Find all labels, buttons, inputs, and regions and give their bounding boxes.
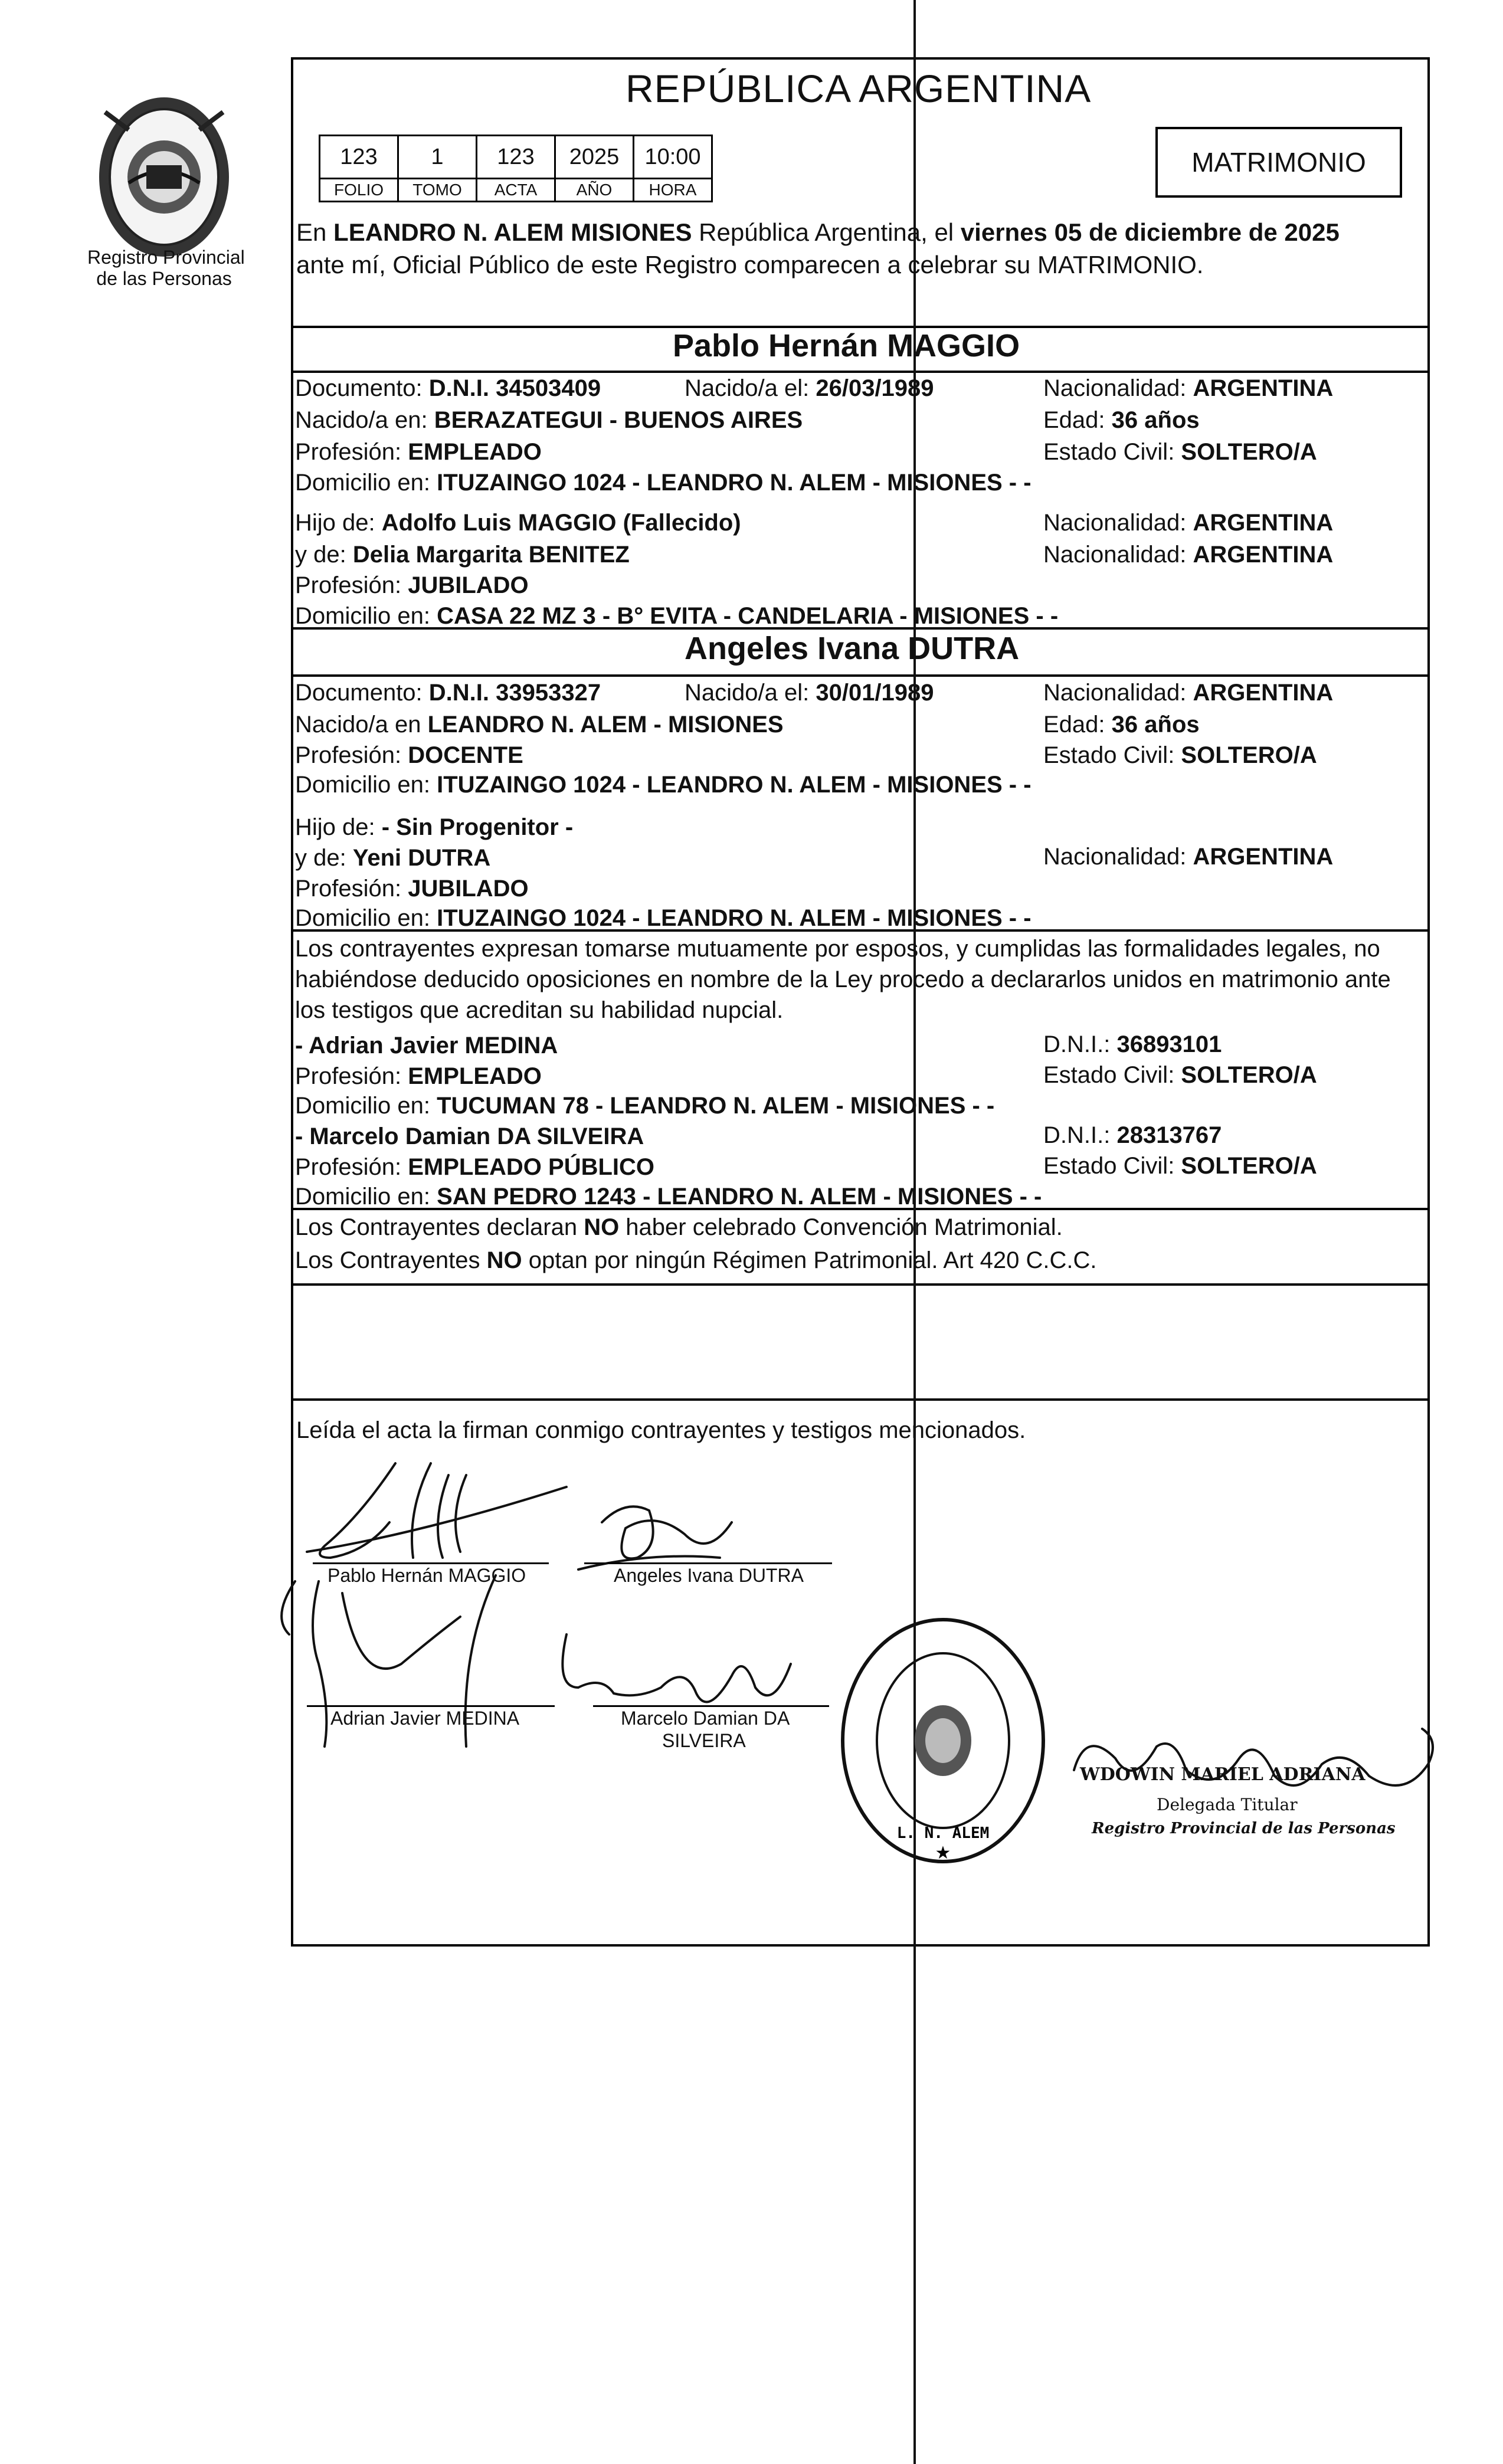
- label: Nacionalidad:: [1043, 375, 1193, 401]
- value: SOLTERO/A: [1181, 439, 1317, 465]
- label: Estado Civil:: [1043, 439, 1181, 465]
- anio-label: AÑO: [555, 179, 634, 202]
- value: SAN PEDRO 1243 - LEANDRO N. ALEM - MISIONES - -: [437, 1184, 1042, 1210]
- label: Domicilio en:: [295, 1184, 437, 1210]
- value: EMPLEADO: [408, 1063, 542, 1089]
- spouse2-parents-prof: [295, 874, 529, 903]
- label: Hijo de:: [295, 510, 382, 536]
- agreement-line-2: [295, 1246, 1097, 1274]
- signature-line: [307, 1705, 555, 1707]
- witness1-prof: [295, 1062, 542, 1090]
- spouse1-father: [295, 509, 741, 537]
- official-title: Delegada Titular: [1157, 1795, 1298, 1814]
- label: Documento:: [295, 375, 429, 401]
- label: y de:: [295, 542, 353, 568]
- label: Domicilio en:: [295, 470, 437, 496]
- spouse2-prof: [295, 741, 523, 769]
- spouse1-age: [1043, 406, 1200, 434]
- value: 36 años: [1111, 712, 1200, 738]
- declaration-line-3: los testigos que acreditan su habilidad nupcial.: [295, 997, 784, 1023]
- label: Estado Civil:: [1043, 1153, 1181, 1179]
- label: Domicilio en:: [295, 772, 437, 798]
- value: DOCENTE: [408, 742, 523, 768]
- label: y de:: [295, 845, 353, 871]
- signature-name-1: Pablo Hernán MAGGIO: [328, 1565, 526, 1586]
- spouse1-mother: [295, 540, 630, 569]
- intro-place: LEANDRO N. ALEM MISIONES: [333, 218, 692, 246]
- tomo-value: 1: [398, 136, 477, 179]
- divider: [291, 371, 1430, 373]
- misiones-seal-icon: [87, 89, 245, 268]
- label: D.N.I.:: [1043, 1031, 1117, 1057]
- official-name: WDOWIN MARIEL ADRIANA: [1080, 1764, 1366, 1785]
- acta-value: 123: [477, 136, 555, 179]
- label: Documento:: [295, 680, 429, 706]
- label: Nacido/a el:: [685, 680, 816, 706]
- intro-text: En: [296, 218, 334, 246]
- spouse1-doc: [295, 374, 601, 402]
- signature-line: [593, 1705, 829, 1707]
- divider: [291, 1283, 1430, 1286]
- value: CASA 22 MZ 3 - B° EVITA - CANDELARIA - MISIONES - -: [437, 603, 1059, 629]
- spouse1-born: [685, 374, 934, 402]
- witness1-dom: [295, 1092, 994, 1120]
- spouse1-nat: [1043, 374, 1333, 402]
- witness1-civil: [1043, 1061, 1317, 1089]
- witness2-civil: [1043, 1152, 1317, 1180]
- label: Nacido/a en:: [295, 407, 434, 433]
- value: 28313767: [1116, 1122, 1222, 1148]
- record-type-box: MATRIMONIO: [1155, 127, 1402, 198]
- signature-line: [313, 1562, 549, 1564]
- declaration-line-1: Los contrayentes expresan tomarse mutuamente por esposos, y cumplidas las formalidades legales, no: [295, 936, 1380, 962]
- intro-line-2: ante mí, Oficial Público de este Registro comparecen a celebrar su MATRIMONIO.: [296, 251, 1204, 278]
- witness2-dom: [295, 1182, 1042, 1211]
- spouse1-birthplace: [295, 406, 803, 434]
- value: SOLTERO/A: [1181, 742, 1317, 768]
- label: Edad:: [1043, 407, 1112, 433]
- spouse1-father-nat: [1043, 509, 1333, 537]
- text: optan por ningún Régimen Patrimonial. Art 420 C.C.C.: [522, 1247, 1097, 1273]
- label: Nacido/a el:: [685, 375, 816, 401]
- page-title: REPÚBLICA ARGENTINA: [626, 67, 1092, 110]
- witness2-name: - Marcelo Damian DA SILVEIRA: [295, 1123, 644, 1149]
- value: SOLTERO/A: [1181, 1062, 1317, 1088]
- record-meta-table: [319, 135, 713, 202]
- value: BERAZATEGUI - BUENOS AIRES: [434, 407, 803, 433]
- official-seal-stamp: [831, 1611, 1055, 1870]
- witness1-dni: [1043, 1030, 1222, 1059]
- intro-line-1: [296, 218, 1340, 247]
- label: Hijo de:: [295, 814, 382, 840]
- label: Profesión:: [295, 742, 408, 768]
- hora-value: 10:00: [634, 136, 712, 179]
- spouse2-age: [1043, 710, 1200, 739]
- value: ARGENTINA: [1193, 844, 1334, 870]
- label: Nacionalidad:: [1043, 680, 1193, 706]
- logo-caption-1: Registro Provincial: [87, 247, 245, 268]
- intro-text: República Argentina, el: [692, 218, 961, 246]
- spouse2-father: [295, 813, 573, 841]
- value: 36 años: [1111, 407, 1200, 433]
- label: Domicilio en:: [295, 1093, 437, 1119]
- value: JUBILADO: [408, 876, 529, 902]
- hora-label: HORA: [634, 179, 712, 202]
- label: Profesión:: [295, 876, 408, 902]
- label: Profesión:: [295, 1063, 408, 1089]
- witness2-dni: [1043, 1121, 1222, 1149]
- value: ITUZAINGO 1024 - LEANDRO N. ALEM - MISIONES - -: [437, 905, 1032, 931]
- value: ARGENTINA: [1193, 510, 1334, 536]
- folio-value: 123: [320, 136, 398, 179]
- logo-caption-2: de las Personas: [96, 268, 232, 289]
- value: 26/03/1989: [816, 375, 934, 401]
- label: D.N.I.:: [1043, 1122, 1117, 1148]
- text-bold: NO: [486, 1247, 522, 1273]
- text-bold: NO: [584, 1214, 620, 1240]
- spouse2-doc: [295, 679, 601, 707]
- intro-date: viernes 05 de diciembre de 2025: [960, 218, 1340, 246]
- signature-line: [584, 1562, 832, 1564]
- label: Nacido/a en: [295, 712, 428, 738]
- label: Profesión:: [295, 439, 408, 465]
- value: Delia Margarita BENITEZ: [352, 542, 630, 568]
- spouse1-prof: [295, 438, 542, 466]
- agreement-line-1: [295, 1213, 1063, 1241]
- closing-text: Leída el acta la firman conmigo contrayentes y testigos mencionados.: [296, 1417, 1026, 1443]
- spouse1-parents-dom: [295, 602, 1058, 630]
- value: TUCUMAN 78 - LEANDRO N. ALEM - MISIONES - -: [437, 1093, 995, 1119]
- witness1-name: - Adrian Javier MEDINA: [295, 1033, 558, 1059]
- folio-label: FOLIO: [320, 179, 398, 202]
- value: ITUZAINGO 1024 - LEANDRO N. ALEM - MISIONES - -: [437, 470, 1032, 496]
- label: Profesión:: [295, 572, 408, 598]
- value: JUBILADO: [408, 572, 529, 598]
- text: Los Contrayentes: [295, 1247, 487, 1273]
- acta-label: ACTA: [477, 179, 555, 202]
- spouse2-parents-dom: [295, 904, 1032, 932]
- value: D.N.I. 33953327: [428, 680, 601, 706]
- declaration-line-2: habiéndose deducido oposiciones en nombre de la Ley procedo a declararlos unidos en matrimonio ante: [295, 966, 1391, 992]
- divider: [291, 1398, 1430, 1401]
- spouse2-born: [685, 679, 934, 707]
- value: 30/01/1989: [816, 680, 934, 706]
- spouse2-mother-nat: [1043, 843, 1333, 871]
- text: haber celebrado Convención Matrimonial.: [619, 1214, 1063, 1240]
- value: Yeni DUTRA: [352, 845, 491, 871]
- label: Nacionalidad:: [1043, 542, 1193, 568]
- label: Nacionalidad:: [1043, 844, 1193, 870]
- value: LEANDRO N. ALEM - MISIONES: [427, 712, 784, 738]
- value: SOLTERO/A: [1181, 1153, 1317, 1179]
- spouse2-mother: [295, 844, 490, 872]
- spouse2-dom: [295, 771, 1032, 799]
- label: Edad:: [1043, 712, 1112, 738]
- divider: [291, 674, 1430, 677]
- spouse2-nat: [1043, 679, 1333, 707]
- value: EMPLEADO: [408, 439, 542, 465]
- value: ITUZAINGO 1024 - LEANDRO N. ALEM - MISIONES - -: [437, 772, 1032, 798]
- signature-name-3: Adrian Javier MEDINA: [330, 1708, 520, 1729]
- text: Los Contrayentes declaran: [295, 1214, 584, 1240]
- label: Profesión:: [295, 1154, 408, 1180]
- spouse1-name: Pablo Hernán MAGGIO: [673, 328, 1020, 363]
- value: 36893101: [1116, 1031, 1222, 1057]
- label: Estado Civil:: [1043, 1062, 1181, 1088]
- value: D.N.I. 34503409: [428, 375, 601, 401]
- signature-name-2: Angeles Ivana DUTRA: [614, 1565, 804, 1586]
- label: Estado Civil:: [1043, 742, 1181, 768]
- stamp-inner-text: L. N. ALEM: [896, 1824, 990, 1842]
- spouse1-mother-nat: [1043, 540, 1333, 569]
- value: Adolfo Luis MAGGIO (Fallecido): [381, 510, 741, 536]
- spouse1-civil: [1043, 438, 1317, 466]
- label: Domicilio en:: [295, 905, 437, 931]
- witness2-prof: [295, 1153, 654, 1181]
- signature-name-4: Marcelo Damian DA: [621, 1708, 790, 1729]
- spouse2-civil: [1043, 741, 1317, 769]
- registry-logo: [87, 89, 245, 268]
- official-org: Registro Provincial de las Personas: [1092, 1820, 1396, 1837]
- value: ARGENTINA: [1193, 375, 1334, 401]
- label: Nacionalidad:: [1043, 510, 1193, 536]
- spouse1-dom: [295, 468, 1032, 497]
- anio-value: 2025: [555, 136, 634, 179]
- star-icon: ★: [935, 1843, 951, 1863]
- label: Domicilio en:: [295, 603, 437, 629]
- value: ARGENTINA: [1193, 680, 1334, 706]
- tomo-label: TOMO: [398, 179, 477, 202]
- spouse2-birthplace: [295, 710, 784, 739]
- value: EMPLEADO PÚBLICO: [408, 1154, 655, 1180]
- spouse2-name: Angeles Ivana DUTRA: [685, 631, 1020, 666]
- value: ARGENTINA: [1193, 542, 1334, 568]
- spouse1-parents-prof: [295, 571, 529, 599]
- signature-name-4b: SILVEIRA: [662, 1730, 746, 1751]
- value: - Sin Progenitor -: [381, 814, 574, 840]
